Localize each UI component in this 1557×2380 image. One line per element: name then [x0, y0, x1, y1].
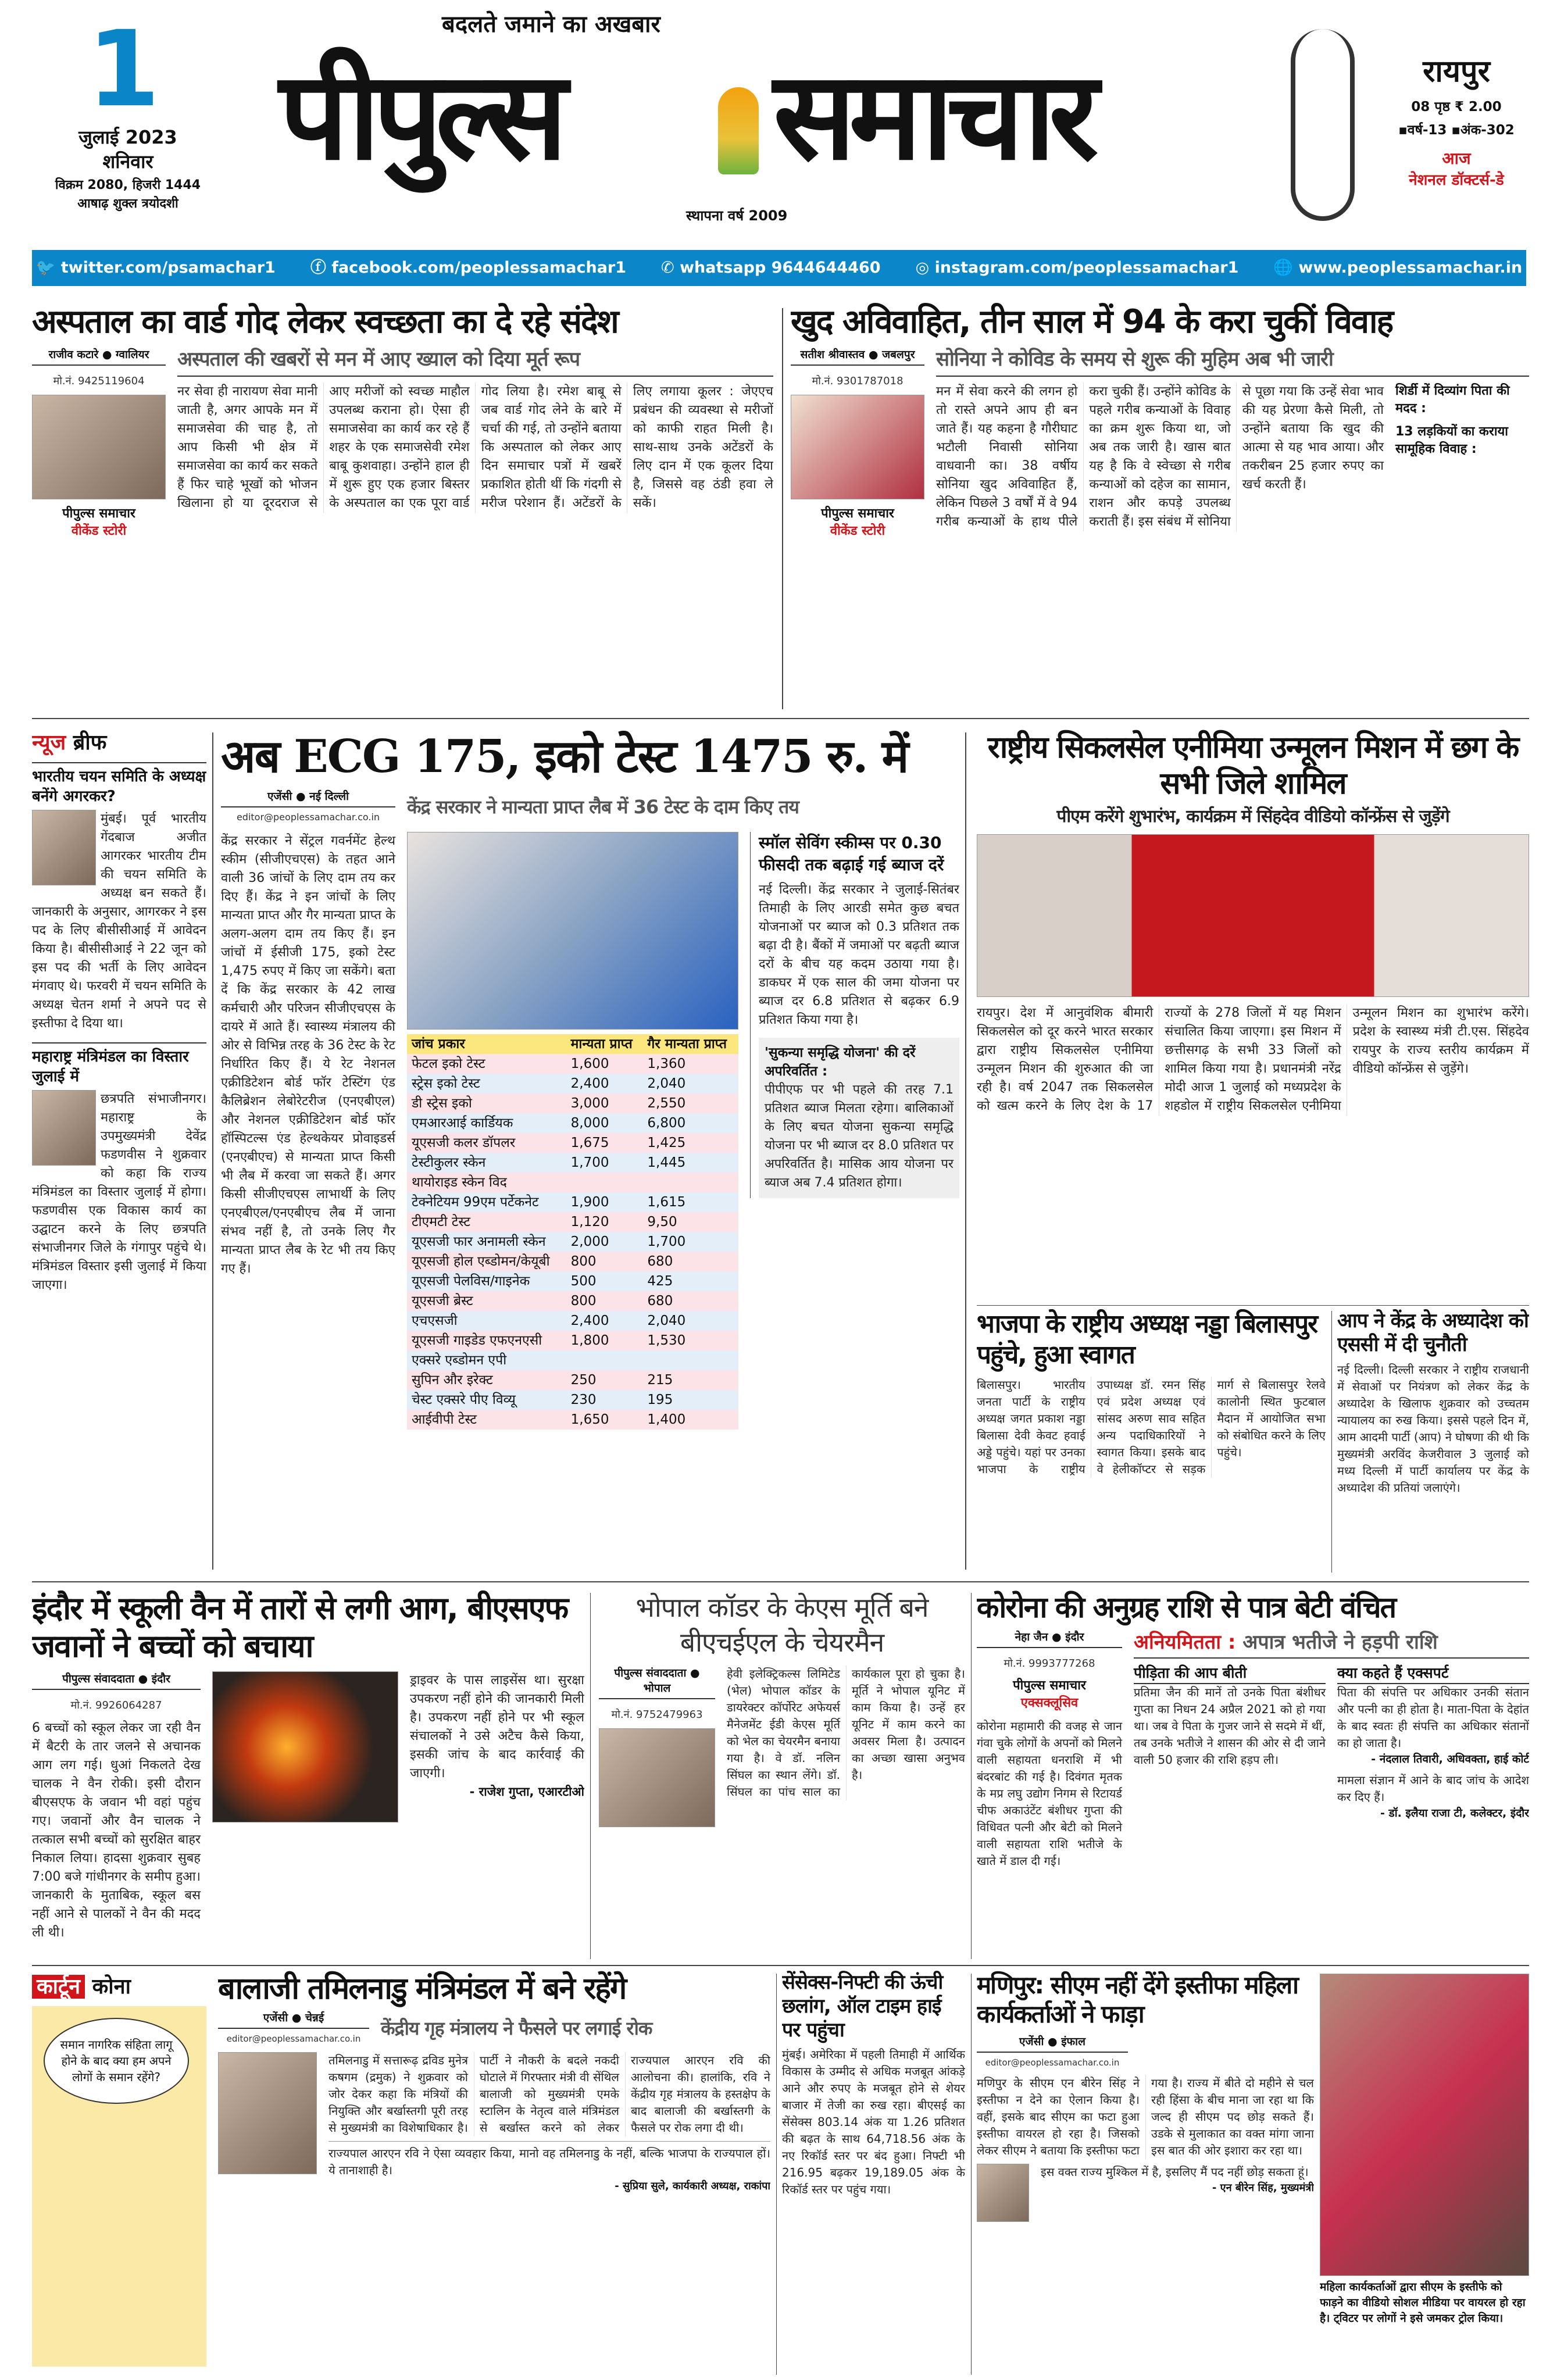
non-accredited-rate: 680 [642, 1291, 738, 1311]
accredited-rate: 3,000 [566, 1093, 643, 1113]
non-accredited-rate: 1,615 [642, 1192, 738, 1212]
divider [965, 732, 966, 1570]
non-accredited-rate [642, 1350, 738, 1370]
accredited-rate: 1,900 [566, 1192, 643, 1212]
quote-attribution: - सुप्रिया सुले, कार्यकारी अध्यक्ष, राकांपा [615, 2180, 770, 2193]
label-red: एक्सक्लूसिव [1020, 1696, 1079, 1710]
test-name: आईवीपी टेस्ट [407, 1410, 566, 1430]
mobile: मो.नं. 9425119604 [53, 375, 145, 388]
photo-women-protest [1320, 1974, 1529, 2276]
non-accredited-rate: 1,530 [642, 1331, 738, 1350]
collector-quote: मामला संज्ञान में आने के बाद जांच के आदेश कर दिए हैं। [1337, 1773, 1529, 1804]
story-body: मन में सेवा करने की लगन हो तो रास्ते अपने आप ही बन जाते हैं। यह कहना है गौरीघाट भटौली निवासी सोनिया वाधवानी का। 38 वर्षीय सोनिया खुद अविवाहित हैं, लेकिन पिछले 3 वर्षों में वे 94 गरीब कन्याओं के हाथ पीले करा चुकी हैं। उन्होंने कोविड के पहले गरीब कन्याओं के विवाह का क्रम शुरू किया था, जो अब तक जारी है। खास बात यह है कि वे स्वेच्छा से गरीब कन्याओं को दहेज का सामान, राशन और कपड़े उपलब्ध कराती हैं। इस संबंध में सोनिया से पूछा गया कि उन्हें सेवा भाव की यह प्रेरणा कैसे मिली, तो उन्होंने बताया कि खुद की आत्मा से यह भाव आया। और तकरीबन 25 हजार रुपए का खर्च करती हैं। [936, 384, 1384, 529]
box-title: क्या कहते हैं एक्सपर्ट [1337, 1663, 1529, 1684]
label-red: वीकेंड स्टोरी [830, 524, 885, 539]
table-row [407, 1133, 738, 1153]
story-body: 6 बच्चों को स्कूल लेकर जा रही वैन में बैटरी के तार जलने से अचानक आग लग गई। धुआं निकलते देख चालक ने वैन रोकी। इसी दौरान बीएसएफ के जवान भी वहां पहुंच गए। जवानों और वैन चालक ने तत्काल सभी बच्चों को सुरक्षित बाहर निकाल लिया। हादसा शुक्रवार सुबह 7:00 बजे गांधीनगर के समीप हुआ। जानकारी के मुताबिक, स्कूल बस नहीं आने से पालकों ने वैन की मदद ली थी। [32, 1720, 201, 1940]
accredited-rate: 1,800 [566, 1331, 643, 1350]
table-row [407, 1113, 738, 1133]
test-name: टीएमटी टेस्ट [407, 1212, 566, 1232]
accredited-rate: 2,000 [566, 1232, 643, 1252]
brief-headline-2: महाराष्ट्र मंत्रिमंडल का विस्तार जुलाई में [32, 1042, 206, 1087]
table-row [407, 1093, 738, 1113]
non-accredited-rate: 215 [642, 1370, 738, 1390]
savings-headline: स्मॉल सेविंग स्कीम्स पर 0.30 फीसदी तक बढ़ाई गई ब्याज दरें [759, 832, 944, 874]
brief-title-red: न्यूज [32, 731, 66, 755]
story-aap [1337, 1309, 1529, 1577]
story-body: मुंबई। अमेरिका में पहली तिमाही में आर्थिक विकास के उम्मीद से अधिक मजबूत आंकड़े आने और रुपए के मजबूत होने से शेयर बाजार में तेजी का रुख रहा। बीएसई का सेंसेक्स 803.14 अंक या 1.26 प्रतिशत की बढ़त के साथ 64,718.56 अंक के नए रिकॉर्ड स्तर पर बंद हुआ। निफ्टी भी 216.95 बढ़कर 19,189.05 अंक के रिकॉर्ड स्तर पर पहुंच गया। [782, 2047, 965, 2197]
divider [971, 1974, 972, 2375]
subheadline [1134, 1629, 1529, 1659]
table-row [407, 1153, 738, 1173]
test-name: यूएसजी होल एब्डोमन/केयूबी [407, 1252, 566, 1271]
story-body: तमिलनाडु में सत्तारूढ़ द्रविड मुनेत्र कषगम (द्रमुक) ने शुक्रवार को जोर देकर कहा कि मंत्रियों की नियुक्ति और बर्खास्तगी पूरी तरह से मुख्यमंत्री का विशेषाधिकार है। पार्टी ने नौकरी के बदले नकदी घोटाले में गिरफ्तार मंत्री वी सेंथिल बालाजी को मुख्यमंत्री एमके स्टालिन के नेतृत्व वाले मंत्रिमंडल से बर्खास्त करने को लेकर राज्यपाल आरएन रवि की आलोचना की। हालांकि, रवि ने केंद्रीय गृह मंत्रालय के हस्तक्षेप के बाद बालाजी की बर्खास्तगी के फैसले पर रोक लगा दी थी। [328, 2053, 770, 2135]
email: editor@peoplessamachar.co.in [985, 2057, 1120, 2068]
table-row [407, 1074, 738, 1093]
headline: भाजपा के राष्ट्रीय अध्यक्ष नड्डा बिलासपुर पहुंचे, हुआ स्वागत [977, 1309, 1317, 1370]
test-name: एक्सरे एब्डोमन एपी [407, 1350, 566, 1370]
label-red: वीकेंड स्टोरी [71, 524, 127, 539]
table-row [407, 1271, 738, 1291]
box-text: पिता की संपत्ति पर अधिकार उनकी संतान और पत्नी का ही होता है। माता-पिता के देहांत के बाद स्वतः ही संपत्ति का अधिकार संतानों का हो जाता है। [1337, 1685, 1529, 1750]
subheadline: पीएम करेंगे शुभारंभ, कार्यक्रम में सिंहदेव वीडियो कॉन्फ्रेंस से जुड़ेंगे [1056, 806, 1449, 827]
non-accredited-rate: 6,800 [642, 1113, 738, 1133]
headline: कोरोना की अनुग्रह राशि से पात्र बेटी वंचित [977, 1591, 1396, 1624]
subheadline: अस्पताल की खबरों से मन में आए ख्याल को दिया मूर्त रूप [177, 347, 773, 377]
headline: आप ने केंद्र के अध्यादेश को एससी में दी चुनौती [1337, 1309, 1529, 1356]
social-twitter[interactable] [36, 256, 276, 280]
non-accredited-rate: 680 [642, 1252, 738, 1271]
cartoon-corner [32, 1974, 206, 2375]
brief-title: ब्रीफ [73, 731, 107, 755]
instagram-handle: instagram.com/peoplessamachar1 [934, 259, 1239, 277]
non-accredited-rate: 1,445 [642, 1153, 738, 1173]
accredited-rate: 1,675 [566, 1133, 643, 1153]
globe-icon: 🌐 [1273, 259, 1299, 277]
quote-attribution: - एन बीरेन सिंह, मुख्यमंत्री [1212, 2181, 1314, 2194]
headline: मणिपुर: सीएम नहीं देंगे इस्तीफा महिला कार्यकर्ताओं ने फाड़ा [977, 1971, 1298, 2029]
test-name: यूएसजी फार अनामली स्केन [407, 1232, 566, 1252]
story-body: कोरोना महामारी की वजह से जान गंवा चुके लोगों के अपनों को मिलने वाली सहायता धनराशि में भी बंदरबांट की गई है। दिवंगत मृतक के मप्र लघु उद्योग निगम से रिटायर्ड चीफ अकाउंटेंट बंशीधर गुप्ता की विधिवत पत्नी और बेटी को मिलने वाली सहायता राशि भतीजे के खाते में डाल दी गई। [977, 1719, 1122, 1868]
vikram-samvat: विक्रम 2080, हिजरी 1444 [55, 178, 201, 192]
non-accredited-rate: 2,040 [642, 1074, 738, 1093]
divider [590, 1593, 591, 1959]
story-body: नई दिल्ली। दिल्ली सरकार ने राष्ट्रीय राजधानी में सेवाओं पर नियंत्रण को लेकर केंद्र के अध्यादेश के खिलाफ शुक्रवार को उच्चतम न्यायालय का रुख किया। इससे पहले दिन में, आम आदमी पार्टी (आप) ने घोषणा की थी कि मुख्यमंत्री अरविंद केजरीवाल 3 जुलाई को मध्य दिल्ली में पार्टी कार्यालय पर केंद्र के अध्यादेश की प्रतियां जलाएंगे। [1337, 1362, 1529, 1495]
whatsapp-icon: ✆ [661, 259, 680, 277]
supriya-quote: राज्यपाल आरएन रवि ने ऐसा व्यवहार किया, मानो वह तमिलनाडु के नहीं, बल्कि भाजपा के राज्यपाल हों। ये तानाशाही है। [328, 2146, 770, 2178]
label: पीपुल्स समाचार [1013, 1678, 1086, 1693]
test-name: यूएसजी गाइडेड एफएनएसी [407, 1331, 566, 1350]
story-balaji [218, 1971, 770, 2378]
date-day: 1 [87, 9, 160, 130]
box-text: प्रतिमा जैन की मानें तो उनके पिता बंशीधर गुप्ता का निधन 24 अप्रैल 2021 को हो गया था। जब वे पिता के गुजर जाने से सदमे में थीं, तब उनके भतीजे ने शासन की ओर से दी जाने वाली 50 हजार की राशि हड़प ली। [1134, 1685, 1326, 1767]
quote-box [328, 2141, 770, 2194]
manipur-photo-box [1320, 1974, 1529, 2375]
non-accredited-rate: 425 [642, 1271, 738, 1291]
test-name: फेटल इको टेस्ट [407, 1054, 566, 1074]
sukanya-headline: 'सुकन्या समृद्धि योजना' की दरें अपरिवर्तित : [765, 1045, 916, 1079]
photo-biren-singh [977, 2164, 1029, 2222]
photo-agarkar [32, 810, 96, 885]
story-nadda [977, 1309, 1326, 1577]
quote-attribution: - राजेश गुप्ता, एआरटीओ [469, 1784, 584, 1799]
label: पीपुल्स समाचार [821, 506, 894, 521]
box-title-2: 13 लड़कियों का कराया सामूहिक विवाह : [1395, 424, 1508, 456]
logo-pen-icon [718, 87, 759, 174]
byline: सतीश श्रीवास्तव ● जबलपुर [791, 347, 924, 366]
byline: नेहा जैन ● इंदौर [977, 1629, 1122, 1648]
table-row [407, 1350, 738, 1370]
expert-box [1337, 1663, 1529, 1821]
photo-caption: महिला कार्यकर्ताओं द्वारा सीएम के इस्तीफे को फाड़ने का वीडियो सोशल मीडिया पर वायरल हो रहा है। ट्विटर पर लोगों ने इसे जमकर ट्रोल किया। [1320, 2281, 1526, 2325]
test-name: डी स्ट्रेस इको [407, 1093, 566, 1113]
whatsapp-number: whatsapp 9644644460 [680, 259, 881, 277]
brief-headline-1: भारतीय चयन समिति के अध्यक्ष बनेंगे अगरकर? [32, 762, 206, 806]
non-accredited-rate: 2,040 [642, 1311, 738, 1331]
accredited-rate: 230 [566, 1390, 643, 1410]
tag: अनियमितता : [1134, 1631, 1236, 1654]
story-body: मणिपुर के सीएम एन बीरेन सिंह ने इस्तीफा न देने का ऐलान किया है। वहीं, इसके बाद सीएम का फटा हुआ इस्तीफा वायरल हो रहा है। जिसको लेकर सीएम ने बताया कि इस्तीफा फटा गया है। राज्य में बीते दो महीने से चल रही हिंसा के बीच माना जा रहा था कि जल्द ही सीएम पद छोड़ सकते हैं। उडके से मुलाकात का वक्त मांगा जाना इस बात की ओर इशारा कर रहा था। [977, 2075, 1314, 2157]
table-row [407, 1370, 738, 1390]
cartoon-image [32, 2006, 206, 2367]
story-sensex [782, 1971, 965, 2378]
rates-table [407, 1034, 738, 1430]
test-name: यूएसजी पेलविस/गाइनेक [407, 1271, 566, 1291]
story-ward-adoption [32, 302, 773, 712]
price: 08 पृष्ठ ₹ 2.00 [1411, 99, 1502, 115]
test-name: सुपिन और इरेक्ट [407, 1370, 566, 1390]
twitter-handle: twitter.com/psamachar1 [60, 259, 276, 277]
cartoon-title: कोना [92, 1975, 131, 1999]
column-header-test: जांच प्रकार [407, 1034, 566, 1054]
weekday: शनिवार [102, 151, 153, 173]
established: स्थापना वर्ष 2009 [686, 208, 788, 224]
accredited-rate: 1,650 [566, 1410, 643, 1430]
speech-bubble: समान नागरिक संहिता लागू होने के बाद क्या हम अपने लोगों के समान रहेंगे? [44, 2018, 189, 2104]
accredited-rate: 1,700 [566, 1153, 643, 1173]
test-name: एचएसजी [407, 1311, 566, 1331]
story-corona-aid [977, 1590, 1529, 1962]
social-website[interactable] [1273, 256, 1522, 280]
divider [212, 732, 213, 1570]
expert-attribution: - नंदलाल तिवारी, अधिवक्ता, हाई कोर्ट [1371, 1753, 1529, 1766]
accredited-rate: 250 [566, 1370, 643, 1390]
non-accredited-rate: 1,400 [642, 1410, 738, 1430]
accredited-rate: 2,400 [566, 1074, 643, 1093]
non-accredited-rate: 195 [642, 1390, 738, 1410]
photo-fadnavis [32, 1090, 96, 1166]
column-header-accredited: मान्यता प्राप्त [566, 1034, 643, 1054]
facebook-handle: facebook.com/peoplessamachar1 [331, 259, 627, 277]
divider [1331, 1311, 1332, 1573]
table-row [407, 1212, 738, 1232]
logo-title-left: पीपुल्स [279, 45, 561, 187]
photo-ecg-test [407, 832, 738, 1030]
photo-burning-van [212, 1671, 398, 1822]
non-accredited-rate: 1,700 [642, 1232, 738, 1252]
story-ecg-rates [221, 730, 959, 1575]
divider [971, 1593, 972, 1959]
divider [32, 1581, 1529, 1582]
story-indore-van [32, 1590, 584, 1962]
byline: पीपुल्स संवाददाता ● भोपाल [599, 1666, 715, 1699]
non-accredited-rate: 1,425 [642, 1133, 738, 1153]
table-row [407, 1390, 738, 1410]
subheadline-text: अपात्र भतीजे ने हड़पी राशि [1242, 1631, 1438, 1654]
news-brief [32, 730, 206, 1575]
non-accredited-rate [642, 1173, 738, 1192]
email: editor@peoplessamachar.co.in [236, 811, 380, 823]
non-accredited-rate: 1,360 [642, 1054, 738, 1074]
photo-ramesh-babu [32, 395, 166, 499]
sukanya-body: पीपीएफ पर भी पहले की तरह 7.1 प्रतिशत ब्याज मिलता रहेगा। बालिकाओं के लिए बचत योजना सुकन्या समृद्धि योजना पर भी ब्याज दर 8.0 प्रतिशत पर अपरिवर्तित है। मासिक आय योजना पर ब्याज अब 7.4 प्रतिशत होगा। [765, 1082, 954, 1190]
divider [32, 1965, 1529, 1966]
headline: इंदौर में स्कूली वैन में तारों से लगी आग, बीएसएफ जवानों ने बच्चों को बचाया [32, 1590, 568, 1664]
table-row [407, 1291, 738, 1311]
story-body: रायपुर। देश में आनुवंशिक बीमारी सिकलसेल को दूर करने भारत सरकार द्वारा राष्ट्रीय सिकलसेल एनीमिया उन्मूलन मिशन की शुरुआत की जा रही है। वर्ष 2047 तक सिकलसेल को खत्म करने के लिए देश के 17 राज्यों के 278 जिलों में यह मिशन संचालित किया जाएगा। इस मिशन में छत्तीसगढ़ के सभी 33 जिलों को शामिल किया गया है। प्रधानमंत्री नरेंद्र मोदी आज 1 जुलाई को मध्यप्रदेश के शहडोल में राष्ट्रीय सिकलसेल एनीमिया उन्मूलन मिशन का शुभारंभ करेंगे। प्रदेश के स्वास्थ्य मंत्री टी.एस. सिंहदेव रायपुर के राज्य स्तरीय कार्यक्रम में वीडियो कॉन्फ्रेंस से जुड़ेंगे। [977, 1006, 1529, 1114]
box-title: शिर्डी में दिव्यांग पिता की मदद : [1395, 383, 1510, 416]
column-header-non-accredited: गैर मान्यता प्राप्त [642, 1034, 738, 1054]
story-bhel-chairman [599, 1590, 965, 1962]
table-row [407, 1410, 738, 1430]
label: पीपुल्स समाचार [62, 506, 135, 521]
special-day: नेशनल डॉक्टर्स-डे [1409, 171, 1504, 189]
email: editor@peoplessamachar.co.in [226, 2034, 361, 2045]
non-accredited-rate: 9,50 [642, 1212, 738, 1232]
box-title: पीड़िता की आप बीती [1134, 1663, 1326, 1684]
story-body: नर सेवा ही नारायण सेवा मानी जाती है, अगर आपके मन में समाजसेवा की चाह है, तो आप किसी भी क्षेत्र में समाजसेवा का कार्य कर सकते हैं फिर चाहे भूखों को भोजन खिलाना हो या दूरदराज से आए मरीजों को स्वच्छ माहौल उपलब्ध कराना हो। ऐसा ही समाजसेवा का कार्य कर रहे हैं शहर के एक समाजसेवी रमेश बाबू कुशवाहा। उन्होंने हाल ही में शुरू हुए एक हजार बिस्तर के अस्पताल का एक पूरा वार्ड गोद लिया है। रमेश बाबू से जब वार्ड गोद लेने के बारे में चर्चा की गई, तो उन्होंने बताया कि अस्पताल को लेकर आए दिन समाचार पत्रों में खबरें प्रकाशित होती थीं कि गंदगी से मरीज परेशान हैं। अटेंडरों के लिए लगाया कूलर : जेएएच प्रबंधन की व्यवस्था से मरीजों को काफी राहत मिली है। साथ-साथ उनके अटेंडरों के लिए दान में एक कूलर दिया है, जिससे वह ठंडी हवा ले सकें। [177, 384, 773, 510]
table-row [407, 1252, 738, 1271]
subheadline: सोनिया ने कोविड के समय से शुरू की मुहिम अब भी जारी [936, 347, 1529, 377]
subheadline: केंद्रीय गृह मंत्रालय ने फैसले पर लगाई रोक [381, 2017, 652, 2040]
test-name: टेस्टीकुलर स्केन [407, 1153, 566, 1173]
story-sonia-marriages [791, 302, 1529, 712]
accredited-rate: 1,600 [566, 1054, 643, 1074]
headline: बालाजी तमिलनाडु मंत्रिमंडल में बने रहेंगे [218, 1971, 626, 2006]
non-accredited-rate: 2,550 [642, 1093, 738, 1113]
story-body: केंद्र सरकार ने सेंट्रल गवर्नमेंट हेल्थ स्कीम (सीजीएचएस) के तहत आने वाली 36 जांचों के लिए दाम तय कर दिए हैं। केंद्र ने इन जांचों के लिए मान्यता प्राप्त और गैर मान्यता प्राप्त के अलग-अलग दाम तय किए हैं। इन जांचों में ईसीजी 175, इको टेस्ट 1,475 रुपए में किए जा सकेंगे। बता दें कि केंद्र सरकार के 42 लाख कर्मचारी और परिजन सीजीएचएस के दायरे में आते हैं। स्वास्थ्य मंत्रालय की ओर से विभिन्न तरह के 36 टेस्ट के रेट निर्धारित किए हैं। ये रेट नेशनल एक्रीडिटेशन बोर्ड फॉर टेस्टिंग एंड कैलिब्रेशन लेबोरेटरीज (एनएबीएल) और नेशनल एक्रीडिटेशन बोर्ड फॉर हॉस्पिटल्स एंड हेल्थकेयर प्रोवाइडर्स (एनएबीएच) से मान्यता प्राप्त किसी भी लैब में करवा जा सकते हैं। अगर किसी सीजीएचएस लाभार्थी के लिए एनएबीएल/एनएबीएच लैब में जाना संभव नहीं है, तो उनके लिए गैर मान्यता प्राप्त लैब के रेट भी तय किए गए हैं। [221, 833, 395, 1276]
table-row [407, 1173, 738, 1192]
box-titles [1395, 383, 1529, 458]
mobile: मो.नं. 9301787018 [812, 375, 904, 388]
photo-stalin [218, 2052, 317, 2174]
byline: एजेंसी ● चेन्नई [218, 2010, 369, 2029]
table-row [407, 1054, 738, 1074]
accredited-rate: 800 [566, 1291, 643, 1311]
mobile: मो.नं. 9993777268 [1004, 1657, 1095, 1670]
stethoscope-icon [1291, 29, 1355, 221]
divider [782, 308, 783, 709]
photo-ks-murthy [599, 1728, 715, 1827]
story-body: बिलासपुर। भारतीय जनता पार्टी के राष्ट्रीय अध्यक्ष जगत प्रकाश नड्डा बिलासा देवी केवट हवाई अड्डे पहुंचे। यहां पर उनका भाजपा के राष्ट्रीय उपाध्यक्ष डॉ. रमन सिंह एवं प्रदेश अध्यक्ष एवं सांसद अरुण साव सहित अन्य पदाधिकारियों ने स्वागत किया। इसके बाद वे हेलीकॉप्टर से सड़क मार्ग से बिलासपुर रेलवे कालोनी स्थित फुटबाल मैदान में आयोजित सभा को संबोधित करने के लिए पहुंचे। [977, 1377, 1326, 1476]
aaj: आज [1442, 149, 1471, 168]
accredited-rate: 2,400 [566, 1311, 643, 1331]
accredited-rate: 1,120 [566, 1212, 643, 1232]
accredited-rate [566, 1173, 643, 1192]
test-name: टेक्नेटियम 99एम पर्टेकनेट [407, 1192, 566, 1212]
byline: एजेंसी ● इंफाल [977, 2034, 1128, 2053]
mobile: मो.नं. 9752479963 [611, 1709, 703, 1721]
table-row [407, 1311, 738, 1331]
table-row [407, 1192, 738, 1212]
social-bar [32, 250, 1526, 286]
story-manipur [977, 1971, 1314, 2378]
cm-quote: इस वक्त राज्य मुश्किल में है, इसलिए मैं पद नहीं छोड़ सकता हूं। [1041, 2164, 1309, 2179]
subheadline: केंद्र सरकार ने मान्यता प्राप्त लैब में 36 टेस्ट के दाम किए तय [407, 795, 799, 818]
photo-sonia [791, 395, 924, 499]
weekend-story-label [791, 505, 924, 540]
headline: सेंसेक्स-निफ्टी की ऊंची छलांग, ऑल टाइम हाई पर पहुंचा [782, 1971, 943, 2042]
social-instagram[interactable] [916, 256, 1239, 280]
photo-modi-bloodcells [977, 834, 1529, 997]
test-name: यूएसजी कलर डॉपलर [407, 1133, 566, 1153]
issue: ▪वर्ष-13 ▪अंक-302 [1398, 123, 1515, 138]
table-row [407, 1331, 738, 1350]
brief-text-1: मुंबई। पूर्व भारतीय गेंदबाज अजीत आगरकर भारतीय टीम की चयन समिति के अध्यक्ष बन सकते हैं। जानकारी के अनुसार, आगरकर ने इस पद के लिए बीसीसीआई में आवेदन किया है। बीसीसीआई ने 22 जून को इस पद की भर्ती के लिए आवेदन मंगवाए थे। फरवरी में चयन समिति के अध्यक्ष चेतन शर्मा ने अपने पद से इस्तीफा दे दिया था। [32, 812, 206, 1031]
logo-title-right: समाचार [773, 45, 1092, 187]
exclusive-label [977, 1677, 1122, 1712]
month-year: जुलाई 2023 [78, 126, 177, 148]
sukanya-box [759, 1038, 959, 1198]
tagline: बदलते जमाने का अखबार [442, 11, 660, 38]
story-body: हेवी इलेक्ट्रिकल्स लिमिटेड (भेल) भोपाल कॉडर के डायरेक्टर कॉर्पोरेट अफेयर्स मैनेजमेंट ईडी केएस मूर्ति को भेल का चेयरमैन बनाया गया है। वे डॉ. नलिन सिंघल का स्थान लेंगे। डॉ. सिंघल का पांच साल का कार्यकाल पूरा हो चुका है। मूर्ति ने भोपाल यूनिट में काम किया है। उन्हें हर यूनिट में काम करने का अवसर मिला है। उत्पादन का अच्छा खासा अनुभव है। [727, 1667, 965, 1799]
social-facebook[interactable] [310, 256, 626, 280]
byline: पीपुल्स संवाददाता ● इंदौर [32, 1671, 201, 1690]
headline: अस्पताल का वार्ड गोद लेकर स्वच्छता का दे रहे संदेश [32, 303, 618, 341]
website-url: www.peoplessamachar.in [1298, 259, 1523, 277]
test-name: यूएसजी ब्रेस्ट [407, 1291, 566, 1311]
social-whatsapp[interactable] [661, 256, 881, 280]
official-quote: ड्राइवर के पास लाइसेंस था। सुरक्षा उपकरण नहीं होने की जानकारी मिली है। उपकरण नहीं होने पर भी स्कूल संचालकों ने उसे अटैच कैसे किया, इसकी जांच के बाद कार्रवाई की जाएगी। [410, 1673, 584, 1781]
accredited-rate: 800 [566, 1252, 643, 1271]
masthead [0, 0, 1557, 247]
accredited-rate: 500 [566, 1271, 643, 1291]
brief-text-2: छत्रपति संभाजीनगर। महाराष्ट्र के उपमुख्यमंत्री देवेंद्र फडणवीस ने शुक्रवार को कहा कि राज्य मंत्रिमंडल का विस्तार जुलाई में होगा। फडणवीस एक विकास कार्य का उद्घाटन करने के लिए छत्रपति संभाजीनगर जिले के गंगापुर पहुंचे थे। मंत्रिमंडल विस्तार इसी जुलाई में किया जाएगा। [32, 1092, 206, 1292]
facebook-icon: ⓕ [310, 259, 332, 277]
byline: एजेंसी ● नई दिल्ली [221, 789, 395, 807]
headline: अब ECG 175, इको टेस्ट 1475 रु. में [221, 730, 908, 783]
instagram-icon: ◎ [915, 259, 935, 277]
headline: भोपाल कॉडर के केएस मूर्ति बने बीएचईएल के चेयरमैन [635, 1592, 929, 1658]
divider [776, 1974, 777, 2375]
victim-box [1134, 1663, 1326, 1768]
byline: राजीव कटारे ● ग्वालियर [32, 347, 166, 366]
accredited-rate: 8,000 [566, 1113, 643, 1133]
test-name: थायोराइड स्केन विद [407, 1173, 566, 1192]
accredited-rate [566, 1350, 643, 1370]
test-name: एमआरआई कार्डियक [407, 1113, 566, 1133]
weekend-story-label [32, 505, 166, 540]
savings-body: नई दिल्ली। केंद्र सरकार ने जुलाई-सितंबर तिमाही के लिए आरडी समेत कुछ बचत योजनाओं पर ब्याज को 0.3 प्रतिशत तक बढ़ा दी है। बैंकों में जमाओं पर बढ़ती ब्याज दरों के बीच यह कदम उठाया गया है। डाकघर में एक साल की जमा योजना पर ब्याज दर 6.8 प्रतिशत से बढ़कर 6.9 प्रतिशत किया गया है। [759, 882, 959, 1027]
headline: खुद अविवाहित, तीन साल में 94 के करा चुकीं विवाह [791, 303, 1393, 341]
test-name: चेस्ट एक्सरे पीए विव्यू [407, 1390, 566, 1410]
table-row [407, 1232, 738, 1252]
tithi: आषाढ़ शुक्ल त्रयोदशी [77, 196, 178, 211]
divider [977, 1305, 1529, 1306]
story-sickle-cell [977, 730, 1529, 1302]
cartoon-title-red: कार्टून [32, 1975, 85, 1999]
divider [32, 718, 1529, 719]
city: रायपुर [1423, 54, 1490, 89]
collector-attribution: - डॉ. इलैया राजा टी, कलेक्टर, इंदौर [1380, 1807, 1529, 1820]
headline: राष्ट्रीय सिकलसेल एनीमिया उन्मूलन मिशन में छग के सभी जिले शामिल [987, 730, 1519, 802]
edition-block [1378, 52, 1535, 191]
test-name: स्ट्रेस इको टेस्ट [407, 1074, 566, 1093]
date-block [41, 125, 215, 213]
twitter-icon: 🐦 [35, 259, 61, 277]
mobile: मो.नं. 9926064287 [70, 1699, 162, 1711]
